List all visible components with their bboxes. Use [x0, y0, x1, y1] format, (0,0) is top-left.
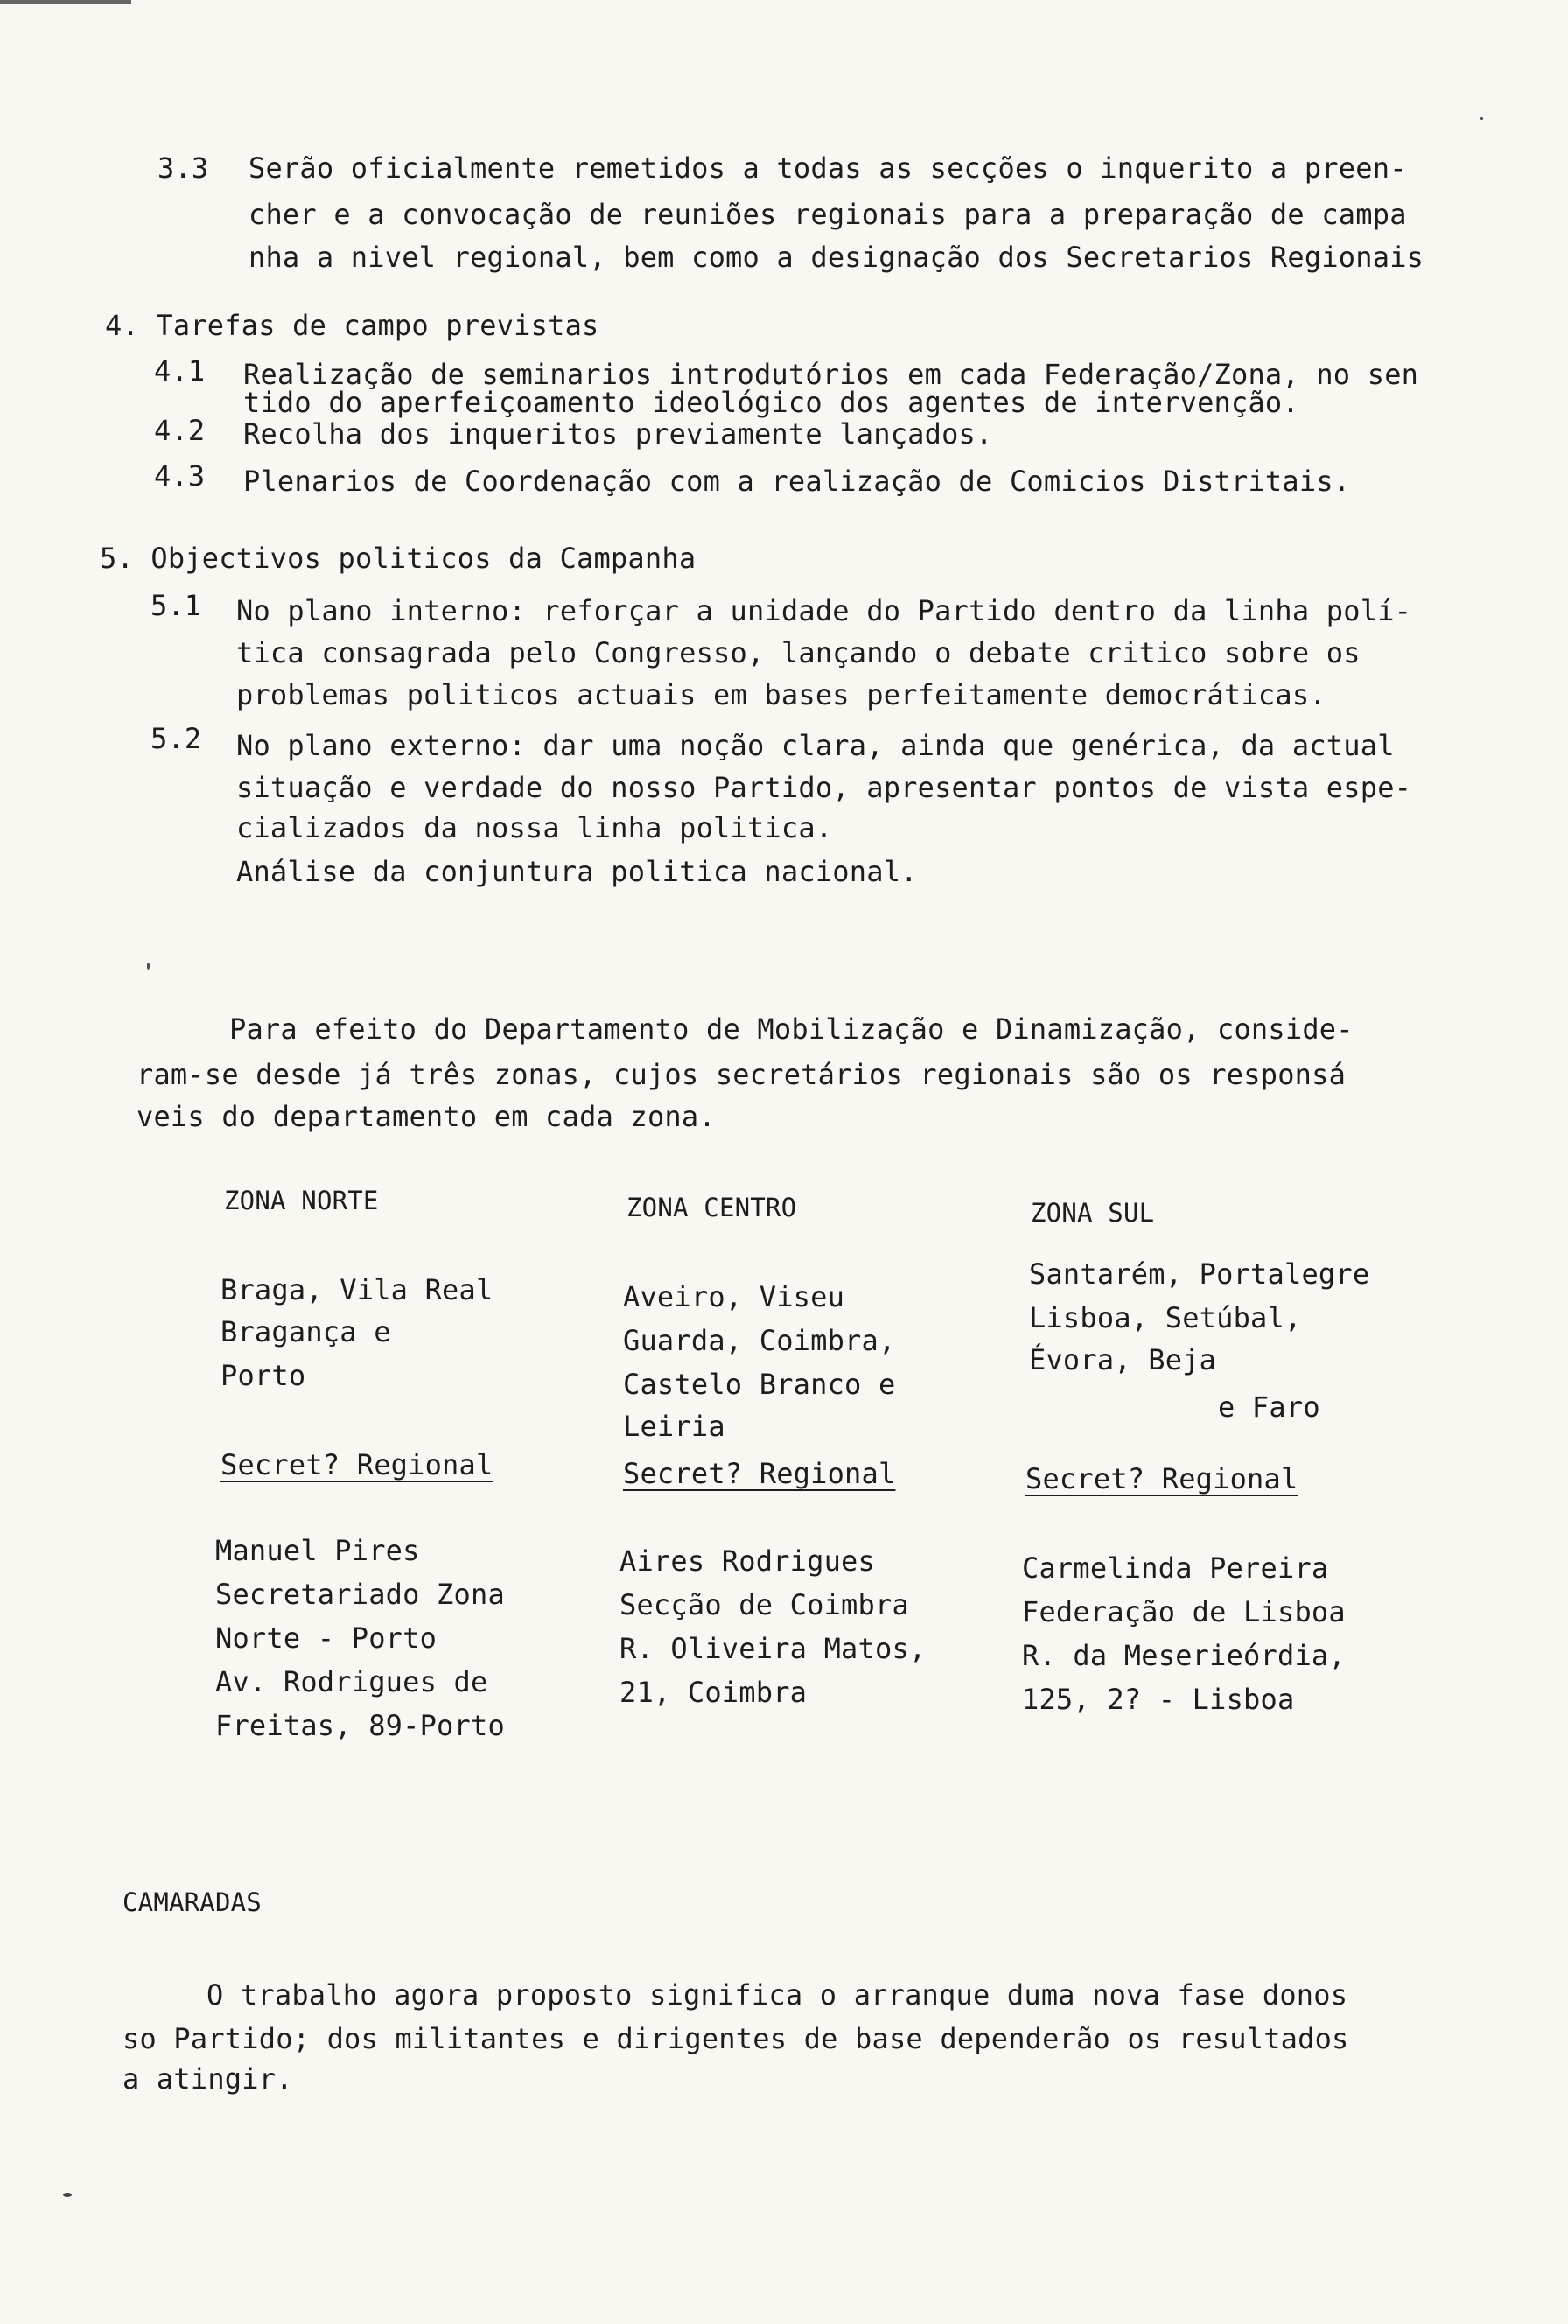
zone-centro-contact-1: Aires Rodrigues	[620, 1544, 875, 1578]
intro-line-1: Para efeito do Departamento de Mobilização e Dinamização, conside-	[229, 1012, 1354, 1046]
zone-norte-district-2: Bragança e	[220, 1315, 391, 1348]
zone-norte-title: ZONA NORTE	[224, 1186, 379, 1215]
item-5-2-line-1: No plano externo: dar uma noção clara, ainda que genérica, da actual	[236, 729, 1395, 762]
zone-sul-district-1: Santarém, Portalegre	[1029, 1257, 1370, 1291]
section-4-heading: 4. Tarefas de campo previstas	[105, 309, 599, 342]
zone-norte-contact-3: Norte - Porto	[215, 1621, 438, 1655]
zone-sul-contact-4: 125, 2? - Lisboa	[1022, 1683, 1295, 1716]
zone-sul-district-3: Évora, Beja	[1029, 1343, 1217, 1376]
item-3-3-line-1: Serão oficialmente remetidos a todas as secções o inquerito a preen-	[248, 151, 1407, 185]
scan-speck	[63, 2193, 72, 2197]
item-5-2-number: 5.2	[150, 722, 202, 755]
item-5-1-line-3: problemas politicos actuais em bases perfeitamente democráticas.	[236, 678, 1326, 711]
zone-norte-district-1: Braga, Vila Real	[220, 1273, 494, 1306]
zone-sul-district-4: e Faro	[1218, 1390, 1320, 1424]
zone-centro-contact-3: R. Oliveira Matos,	[620, 1632, 927, 1665]
zone-sul-district-2: Lisboa, Setúbal,	[1029, 1301, 1302, 1334]
item-5-1-line-1: No plano interno: reforçar a unidade do Partido dentro da linha polí-	[236, 594, 1412, 627]
zone-norte-contact-1: Manuel Pires	[215, 1534, 420, 1567]
item-3-3-line-2: cher e a convocação de reuniões regionais para a preparação de campa	[248, 198, 1407, 231]
item-5-1-number: 5.1	[150, 589, 202, 622]
item-4-2-line-1: Recolha dos inqueritos previamente lançados.	[243, 417, 993, 451]
zone-centro-district-1: Aveiro, Viseu	[623, 1280, 845, 1313]
zone-sul-contact-3: R. da Meserieórdia,	[1022, 1639, 1346, 1672]
zone-norte-contact-4: Av. Rodrigues de	[215, 1665, 488, 1698]
item-5-2-line-4: Análise da conjuntura politica nacional.	[236, 855, 918, 888]
item-4-1-line-1: Realização de seminarios introdutórios em cada Federação/Zona, no sen	[243, 358, 1419, 391]
item-3-3-line-3: nha a nivel regional, bem como a designação dos Secretarios Regionais	[248, 241, 1424, 274]
item-5-1-line-2: tica consagrada pelo Congresso, lançando o debate critico sobre os	[236, 636, 1361, 669]
zone-centro-district-2: Guarda, Coimbra,	[623, 1324, 896, 1357]
item-4-3-number: 4.3	[154, 459, 206, 493]
zone-norte-contact-5: Freitas, 89-Porto	[215, 1709, 505, 1742]
scan-speck	[1480, 117, 1483, 120]
item-5-2-line-2: situação e verdade do nosso Partido, apresentar pontos de vista espe-	[236, 771, 1412, 804]
closing-line-2: so Partido; dos militantes e dirigentes de base dependerão os resultados	[122, 2022, 1349, 2055]
intro-line-3: veis do departamento em cada zona.	[136, 1100, 716, 1133]
zone-sul-secretary-label: Secret? Regional	[1026, 1462, 1298, 1495]
item-4-2-number: 4.2	[154, 414, 206, 447]
zone-centro-contact-4: 21, Coimbra	[620, 1676, 808, 1709]
zone-norte-contact-2: Secretariado Zona	[215, 1578, 505, 1611]
section-5-heading: 5. Objectivos politicos da Campanha	[100, 542, 696, 575]
item-5-2-line-3: cializados da nossa linha politica.	[236, 811, 833, 844]
scan-edge-mark	[0, 0, 131, 4]
item-4-3-line-1: Plenarios de Coordenação com a realização de Comicios Distritais.	[243, 465, 1351, 498]
zone-centro-title: ZONA CENTRO	[626, 1193, 797, 1222]
item-4-1-number: 4.1	[154, 354, 206, 388]
zone-sul-title: ZONA SUL	[1031, 1198, 1155, 1228]
zone-centro-district-4: Leiria	[623, 1410, 725, 1443]
closing-line-1: O trabalho agora proposto significa o arranque duma nova fase donos	[206, 1978, 1348, 2012]
zone-sul-contact-1: Carmelinda Pereira	[1022, 1551, 1329, 1585]
zone-centro-district-3: Castelo Branco e	[623, 1368, 896, 1401]
scan-speck	[147, 962, 150, 970]
intro-line-2: ram-se desde já três zonas, cujos secretários regionais são os responsá	[136, 1058, 1347, 1091]
zone-norte-secretary-label: Secret? Regional	[220, 1448, 494, 1481]
zone-centro-secretary-label: Secret? Regional	[623, 1457, 896, 1490]
zone-centro-contact-2: Secção de Coimbra	[620, 1588, 909, 1621]
closing-line-3: a atingir.	[122, 2062, 293, 2096]
item-3-3-number: 3.3	[158, 151, 209, 185]
zone-sul-contact-2: Federação de Lisboa	[1022, 1595, 1346, 1628]
closing-salutation: CAMARADAS	[122, 1887, 262, 1917]
item-4-1-line-2: tido do aperfeiçoamento ideológico dos agentes de intervenção.	[243, 386, 1299, 419]
zone-norte-district-3: Porto	[220, 1359, 306, 1392]
